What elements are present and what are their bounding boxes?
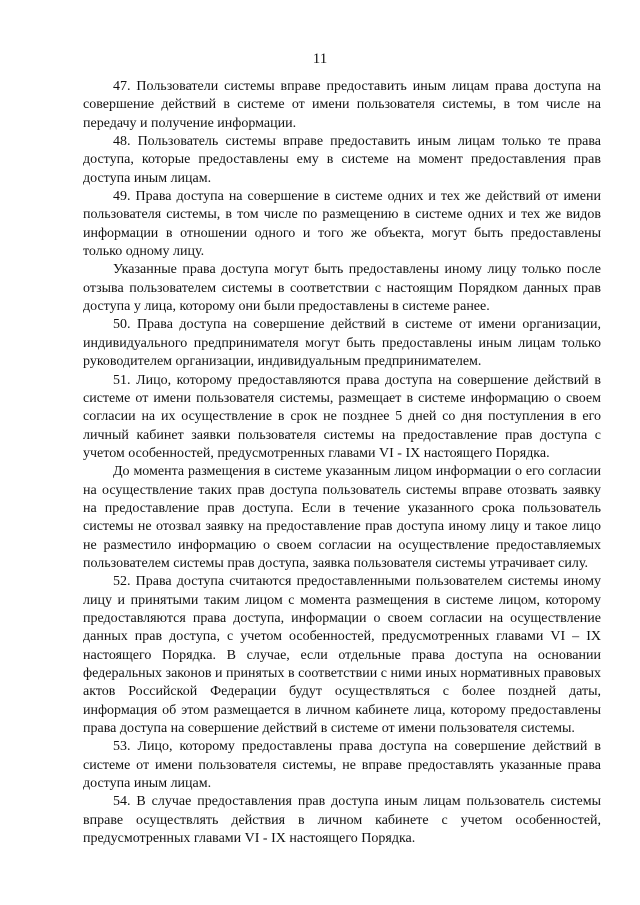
paragraph-53: 53. Лицо, которому предоставлены права доступа на совершение действий в системе от имени пользователя системы, не вправе предоставлять указанные права доступа иным лицам. xyxy=(83,739,601,792)
paragraph-49: 49. Права доступа на совершение в системе одних и тех же действий от имени пользователя системы, в том числе по размещению в системе одних и тех же видов информации в отношении одного и того же объекта, могут быть предоставлены только одному лицу. xyxy=(83,189,601,260)
paragraph-49-continuation: Указанные права доступа могут быть предоставлены иному лицу только после отзыва пользователем системы в соответствии с настоящим Порядком данных прав доступа у лица, которому они были предоставлены в системе ранее. xyxy=(83,262,601,315)
page-number: 11 xyxy=(312,51,328,67)
paragraph-51-continuation: До момента размещения в системе указанным лицом информации о его согласии на осуществление таких прав доступа пользователь системы вправе отозвать заявку на предоставление прав доступа. Если в течение указанного срока пользователь системы не отозвал заявку на предоставление прав доступа иному лицу и такое лицо не разместило информацию о своем согласии на осуществление предоставляемых пользователем системы прав доступа, заявка пользователя системы утрачивает силу. xyxy=(83,464,601,571)
paragraph-52: 52. Права доступа считаются предоставленными пользователем системы иному лицу и принятыми таким лицом с момента размещения в системе лицом, которому предоставляются права доступа, информации о своем согласии на осуществление данных прав доступа, с учетом особенностей, предусмотренных главами VI – IX настоящего Порядка. В случае, если отдельные права доступа на основании федеральных законов и принятых в соответствии с ними иных нормативных правовых актов Российской Федерации будут осуществляться с более поздней даты, информация об этом размещается в личном кабинете лица, которому предоставлены права доступа на совершение действий в системе от имени пользователя системы. xyxy=(83,574,601,737)
paragraph-50: 50. Права доступа на совершение действий в системе от имени организации, индивидуального предпринимателя могут быть предоставлены иным лицам только руководителем организации, индивидуальным предпринимателем. xyxy=(83,317,601,370)
paragraph-54: 54. В случае предоставления прав доступа иным лицам пользователь системы вправе осуществлять действия в личном кабинете с учетом особенностей, предусмотренных главами VI - IX настоящего Порядка. xyxy=(83,794,601,847)
paragraph-48: 48. Пользователь системы вправе предоставить иным лицам только те права доступа, которые предоставлены ему в системе на момент предоставления прав доступа иным лицам. xyxy=(83,134,601,186)
paragraph-47: 47. Пользователи системы вправе предоставить иным лицам права доступа на совершение действий в системе от имени пользователя системы, в том числе на передачу и получение информации. xyxy=(83,79,601,131)
document-body xyxy=(83,78,601,848)
paragraph-51: 51. Лицо, которому предоставляются права доступа на совершение действий в системе от имени пользователя системы, размещает в системе информацию о своем согласии на их осуществление в срок не позднее 5 дней со дня поступления в его личный кабинет заявки пользователя системы на предоставление прав доступа с учетом особенностей, предусмотренных главами VI - IX настоящего Порядка. xyxy=(83,372,601,461)
